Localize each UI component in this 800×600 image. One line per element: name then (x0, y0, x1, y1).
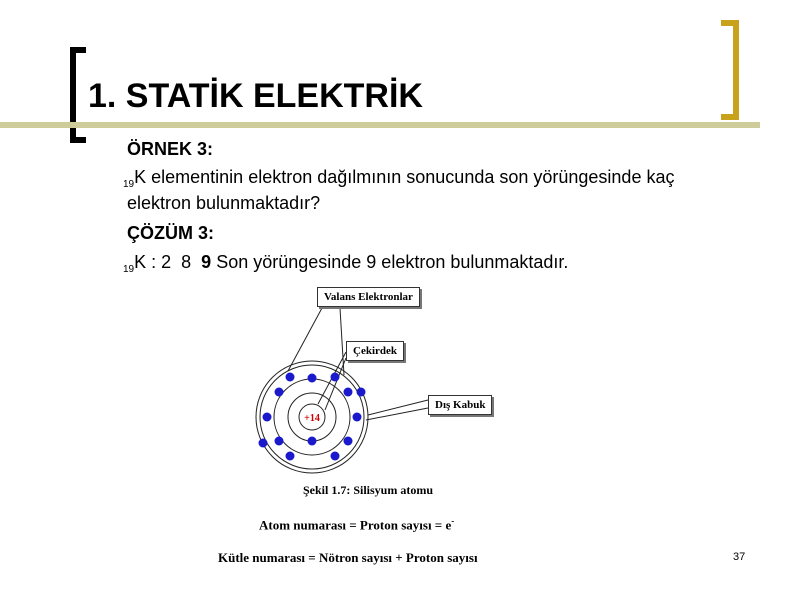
outer-shell-label: Dış Kabuk (428, 395, 492, 415)
electron (353, 413, 362, 422)
electron (286, 452, 295, 461)
shell-leader-a (368, 400, 428, 415)
solution-atomic-number-sub: 19 (123, 264, 135, 275)
question-text: K elementinin elektron dağılmının sonucunda son yörüngesinde kaç (134, 167, 675, 187)
electron (263, 413, 272, 422)
electron (331, 452, 340, 461)
formula-atom-number-text: Atom numarası = Proton sayısı = e (259, 517, 452, 533)
electron (275, 437, 284, 446)
electron (259, 439, 268, 448)
electron (357, 388, 366, 397)
figure-caption: Şekil 1.7: Silisyum atomu (303, 483, 434, 497)
electron (344, 437, 353, 446)
example-question-line1 (123, 167, 674, 188)
formula-atom-number (259, 516, 454, 533)
solution-heading: ÇÖZÜM 3: (127, 223, 214, 243)
valence-electrons-label: Valans Elektronlar (317, 287, 420, 307)
example-question-line2: elektron bulunmaktadır? (127, 193, 321, 213)
formula-mass-number: Kütle numarası = Nötron sayısı + Proton sayısı (218, 550, 478, 565)
solution-prefix: K : 2 8 (134, 252, 202, 272)
nucleus-label: Çekirdek (346, 341, 404, 361)
example-heading: ÖRNEK 3: (127, 139, 214, 159)
solution-line (123, 252, 568, 273)
right-bracket-decoration (721, 20, 739, 120)
left-bracket-decoration (70, 47, 86, 143)
electron (275, 388, 284, 397)
electron (331, 373, 340, 382)
formula-superscript: - (451, 516, 455, 526)
electron (308, 374, 317, 383)
solution-bold-number: 9 (201, 252, 212, 272)
atomic-number-sub: 19 (123, 179, 135, 190)
electron (344, 388, 353, 397)
shell-leader-b (366, 408, 428, 420)
slide-title: 1. STATİK ELEKTRİK (88, 77, 423, 115)
nucleus-charge: +14 (304, 413, 320, 424)
electron (286, 373, 295, 382)
electron (308, 437, 317, 446)
title-rule (0, 122, 760, 128)
solution-rest: Son yörüngesinde 9 elektron bulunmaktadır. (211, 252, 569, 272)
silicon-atom-diagram (250, 280, 520, 480)
page-number: 37 (733, 551, 746, 563)
